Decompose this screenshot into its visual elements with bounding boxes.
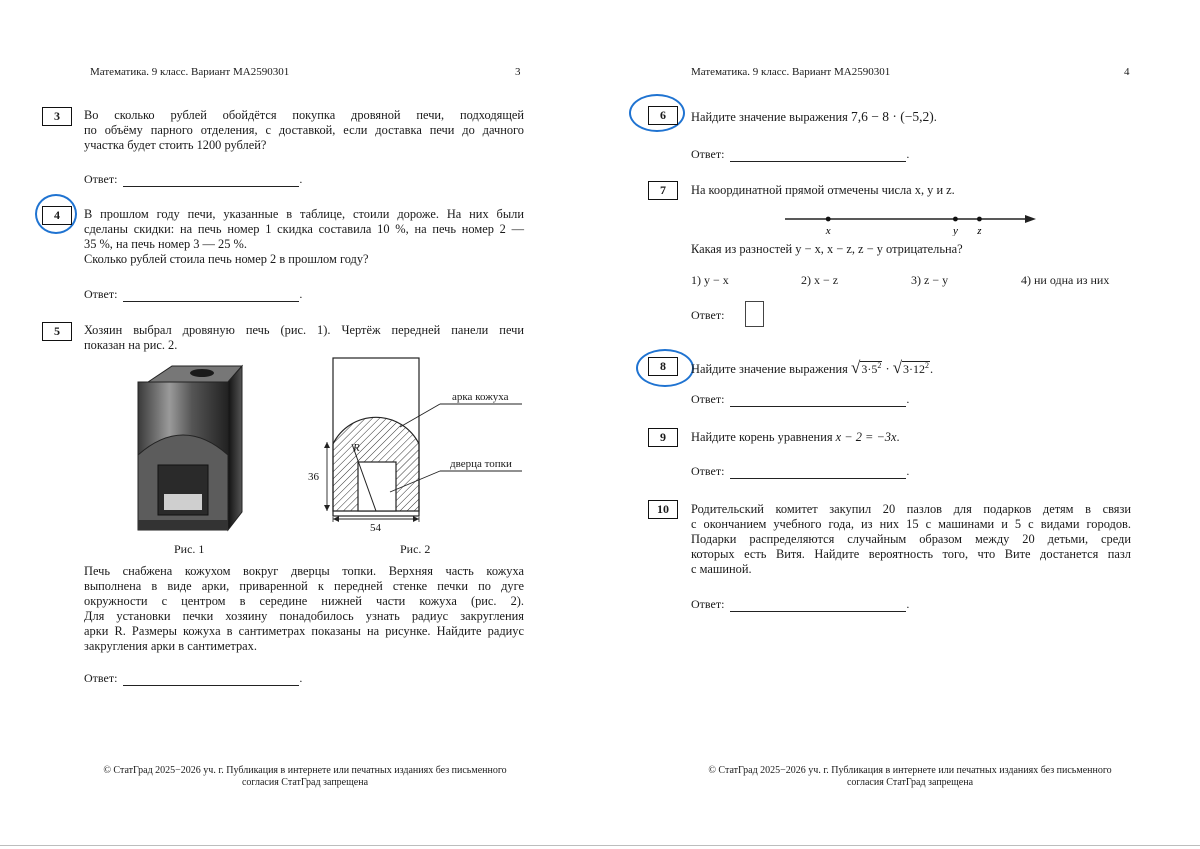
answer-field-4[interactable]: Ответ: . — [84, 287, 303, 301]
question-number-5: 5 — [42, 322, 72, 341]
question-9-text — [691, 430, 1131, 445]
text-line: Подарки распределяются случайным образом между 20 детьми, среди — [691, 532, 1131, 546]
question-number-3: 3 — [42, 107, 72, 126]
question-3-text — [84, 108, 524, 153]
text-line: закругления арки в сантиметрах. — [84, 639, 257, 653]
image-bottom-edge — [0, 845, 1200, 846]
footer-line: согласия СтатГрад запрещена — [241, 777, 369, 788]
text-line: которых есть Витя. Найдите вероятность того, что Вите достанется пазл — [691, 547, 1131, 561]
sqrt-sign-icon: √ — [892, 358, 903, 377]
question-5-text — [84, 323, 524, 353]
point-label-x: x — [825, 225, 831, 236]
option-1[interactable]: 1) y − x — [691, 273, 729, 287]
answer-line[interactable] — [730, 149, 906, 162]
answer-field-6[interactable]: Ответ: . — [691, 147, 910, 161]
sentence-end: . — [896, 430, 900, 444]
answer-field-9[interactable]: Ответ: . — [691, 464, 910, 478]
question-6-text — [691, 109, 1131, 125]
figure-1-caption: Рис. 1 — [174, 542, 205, 556]
question-number-9: 9 — [648, 428, 678, 447]
number-line — [785, 210, 1040, 236]
question-5-body — [84, 564, 524, 654]
question-number-10: 10 — [648, 500, 678, 519]
point-x — [826, 217, 831, 222]
answer-label: Ответ: — [84, 671, 118, 685]
question-8-text: Найдите значение выражения $√3\cdot 5^2 \cdot √3\cdot 12^2$. — [691, 358, 934, 377]
question-7-question: Какая из разностей y − x, x − z, z − y отрицательна? — [691, 242, 963, 256]
answer-label: Ответ: — [691, 147, 725, 161]
question-number-8: 8 — [648, 357, 678, 376]
text-line: Сколько рублей стоила печь номер 2 в прошлом году? — [84, 252, 369, 266]
text-line: В прошлом году печи, указанные в таблице, стоили дороже. На них были — [84, 207, 524, 221]
point-z — [977, 217, 982, 222]
text-line: Родительский комитет закупил 20 пазлов для подарков детям в связи — [691, 502, 1131, 516]
answer-line[interactable] — [730, 394, 906, 407]
answer-label: Ответ: — [691, 464, 725, 478]
page-footer — [685, 765, 1135, 789]
text-line: участка будет стоить 1200 рублей? — [84, 138, 267, 152]
question-6-lead: Найдите значение выражения — [691, 110, 848, 124]
sqrt-sign-icon: √ — [850, 358, 861, 377]
question-7-text: На координатной прямой отмечены числа x, y и z. — [691, 183, 955, 197]
text-line: Печь снабжена кожухом вокруг дверцы топки. Верхняя часть кожуха — [84, 564, 524, 578]
option-2[interactable]: 2) x − z — [801, 273, 839, 287]
text-line: сделаны скидки: на печь номер 1 скидка составила 10 %, на печь номер 2 — — [84, 222, 524, 236]
stove-panel-drawing — [300, 356, 535, 541]
question-10-text — [691, 502, 1131, 577]
point-label-y: y — [952, 225, 958, 236]
figure-2-caption: Рис. 2 — [400, 542, 431, 556]
question-9-equation: x − 2 = −3x — [835, 430, 897, 444]
exponent-1: 2 — [877, 361, 882, 370]
point-y — [953, 217, 958, 222]
question-9-lead: Найдите корень уравнения — [691, 430, 833, 444]
option-3[interactable]: 3) z − y — [911, 273, 949, 287]
text-line: Для установки печки хозяину понадобилось узнать радиус закругления — [84, 609, 524, 623]
page-header: Математика. 9 класс. Вариант МА2590301 — [691, 66, 891, 78]
text-line: с машиной. — [691, 562, 752, 576]
answer-label: Ответ: — [84, 287, 118, 301]
radicand-1-base: 3·5 — [861, 362, 878, 376]
answer-field-8[interactable]: Ответ: . — [691, 392, 910, 406]
question-6-expression: 7,6 − 8 · (−5,2) — [850, 109, 934, 124]
question-number-6: 6 — [648, 106, 678, 125]
question-number-7: 7 — [648, 181, 678, 200]
text-line: окружности с центром в середине нижней части кожуха (рис. 2). — [84, 594, 524, 608]
label-radius: R — [353, 442, 360, 454]
text-line: арки R. Размеры кожуха в сантиметрах показаны на рисунке. Найдите радиус — [84, 624, 524, 638]
exponent-2: 2 — [925, 361, 930, 370]
question-4-text — [84, 207, 524, 267]
point-label-z: z — [977, 225, 982, 236]
answer-line[interactable] — [123, 673, 299, 686]
label-arch: арка кожуха — [452, 391, 509, 403]
number-line-arrow — [1025, 215, 1036, 223]
answer-label: Ответ: — [691, 597, 725, 611]
answer-field-7[interactable] — [691, 308, 724, 323]
answer-line[interactable] — [730, 599, 906, 612]
text-line: 35 %, на печь номер 3 — 25 %. — [84, 237, 247, 251]
text-line: выполнена в виде арки, приваренной к передней стенке печки по дуге — [84, 579, 524, 593]
stove-photo — [130, 360, 250, 540]
answer-label: Ответ: — [84, 172, 118, 186]
sentence-end: . — [933, 110, 937, 124]
text-line: Хозяин выбрал дровяную печь (рис. 1). Чертёж передней панели печи — [84, 323, 524, 337]
radicand-2 — [902, 361, 930, 376]
page-number: 4 — [1124, 66, 1130, 78]
text-line: Во сколько рублей обойдётся покупка дровяной печи, подходящей — [84, 108, 524, 122]
page-header: Математика. 9 класс. Вариант МА2590301 — [90, 66, 290, 78]
answer-line[interactable] — [123, 289, 299, 302]
answer-field-10[interactable]: Ответ: . — [691, 597, 910, 611]
label-door: дверца топки — [450, 458, 512, 470]
footer-line: согласия СтатГрад запрещена — [846, 777, 974, 788]
answer-line[interactable] — [730, 466, 906, 479]
text-line: по объёму парного отделения, с доставкой, если доставка печи до дачного — [84, 123, 524, 137]
footer-line: © СтатГрад 2025−2026 уч. г. Публикация в интернете или печатных изданиях без письменного — [103, 765, 507, 776]
page-4 — [600, 0, 1200, 849]
text-line: с окончанием учебного года, из них 15 с машинами и 5 с видами городов. — [691, 517, 1131, 531]
answer-line[interactable] — [123, 174, 299, 187]
answer-label: Ответ: — [691, 308, 725, 322]
answer-field-3[interactable]: Ответ: . — [84, 172, 303, 186]
radicand-2-base: 3·12 — [903, 362, 926, 376]
answer-box[interactable] — [745, 301, 764, 327]
label-width: 54 — [370, 522, 381, 534]
page-number: 3 — [515, 66, 521, 78]
sentence-end: . — [930, 362, 934, 376]
text-line: показан на рис. 2. — [84, 338, 178, 352]
footer-line: © СтатГрад 2025−2026 уч. г. Публикация в интернете или печатных изданиях без письменного — [708, 765, 1112, 776]
question-number-4: 4 — [42, 206, 72, 225]
label-height: 36 — [308, 471, 319, 483]
option-4[interactable]: 4) ни одна из них — [1021, 273, 1110, 287]
question-8-lead: Найдите значение выражения — [691, 362, 848, 376]
answer-label: Ответ: — [691, 392, 725, 406]
page-footer — [80, 765, 530, 789]
answer-field-5[interactable]: Ответ: . — [84, 671, 303, 685]
radicand-1 — [860, 361, 882, 376]
